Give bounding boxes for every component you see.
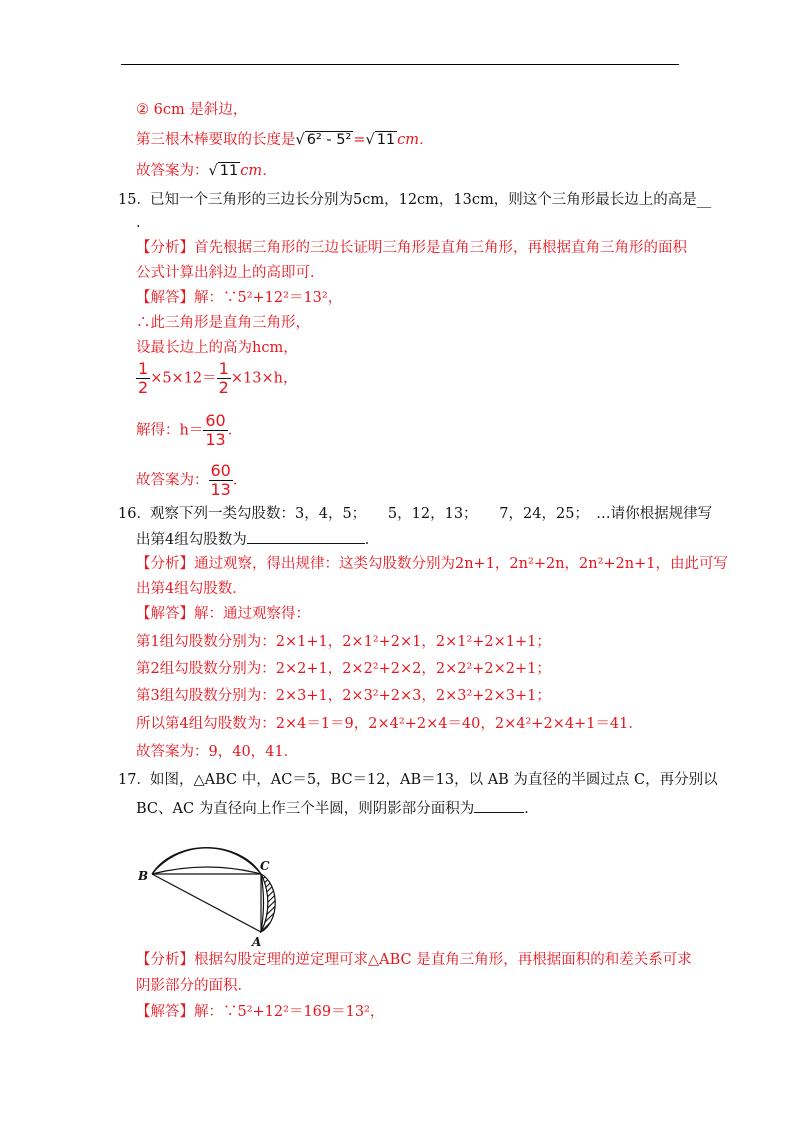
q17-number: 17． <box>118 772 151 788</box>
q14-third-side <box>136 130 434 150</box>
q16-solution-3: 第3组勾股数分别为：2×3+1，2×3²+2×3，2×3²+2×3+1； <box>136 688 551 704</box>
q14-sqrt-expr: 6² - 5² <box>306 132 352 148</box>
q17-question-2 <box>136 798 539 819</box>
q14-sqrt-result: 11 <box>376 132 396 148</box>
q14-unit: cm． <box>397 132 434 148</box>
q14-eq: = <box>353 132 366 148</box>
sqrt-icon: √ <box>295 132 305 148</box>
q15-analysis-2: 公式计算出斜边上的高即可． <box>136 265 325 281</box>
q15-analysis-1: 【分析】首先根据三角形的三边长证明三角形是直角三角形，再根据直角三角形的面积 <box>136 240 687 256</box>
q15-solve-end: ． <box>227 422 243 439</box>
arc-ab <box>152 867 261 874</box>
answer-blank <box>247 529 365 544</box>
q15-number: 15． <box>118 192 151 208</box>
q14-answer-prefix: 故答案为： <box>136 163 209 179</box>
q16-answer: 故答案为：9，40，41． <box>136 744 299 760</box>
q17-solution-1: 【解答】解：∵5²+12²＝169＝13²， <box>136 1004 385 1020</box>
q14-answer-sqrt: 11 <box>219 163 239 179</box>
q16-solution-1: 第1组勾股数分别为：2×1+1，2×1²+2×1，2×1²+2×1+1； <box>136 634 551 650</box>
sqrt-icon: √ <box>208 163 218 179</box>
q15-eq-left: ×5×12＝ <box>150 370 217 387</box>
q15-answer <box>136 462 247 499</box>
fraction-half: $\frac{1}{2}$ <box>138 359 149 397</box>
q15-solution-2: ∴此三角形是直角三角形， <box>136 315 310 331</box>
q16-question-2-text: 出第4组勾股数为 <box>136 532 247 548</box>
q15-answer-end: ． <box>232 472 248 489</box>
label-c: C <box>260 859 270 873</box>
q17-question-2-text: BC、AC 为直径向上作三个半圆，则阴影部分面积为 <box>136 801 475 817</box>
q17-question-1: 如图，△ABC 中，AC＝5，BC＝12，AB＝13，以 AB 为直径的半圆过点 C，再分别以 <box>150 772 718 788</box>
q16-number: 16． <box>118 506 151 522</box>
q16-question-1: 观察下列一类勾股数：3，4，5； 5，12，13； 7，24，25； …请你根据规律写 <box>150 506 713 522</box>
q15-solution-1: 【解答】解：∵5²+12²＝13²， <box>136 290 343 306</box>
q14-answer-unit: cm． <box>240 163 277 179</box>
q16-question-2-end: ． <box>364 532 380 548</box>
q16-solution-0: 【解答】解：通过观察得： <box>136 606 310 622</box>
q16-analysis-1: 【分析】通过观察，得出规律：这类勾股数分别为2n+1，2n²+2n，2n²+2n+1，由此可写 <box>136 556 728 572</box>
q14-answer <box>136 161 277 181</box>
label-a: A <box>252 935 262 947</box>
q17-analysis-2: 阴影部分的面积． <box>136 978 252 994</box>
q16-solution-2: 第2组勾股数分别为：2×2+1，2×2²+2×2，2×2²+2×2+1； <box>136 661 551 677</box>
q15-area-equation <box>136 360 297 397</box>
segment-ab <box>152 874 261 932</box>
q15-question-end: ． <box>136 215 151 231</box>
q16-solution-4: 所以第4组勾股数为：2×4＝1＝9，2×4²+2×4＝40，2×4²+2×4+1＝41． <box>136 716 643 732</box>
q15-solution-3: 设最长边上的高为hcm， <box>136 340 298 356</box>
sqrt-icon: √ <box>365 132 375 148</box>
fraction-answer: $\frac{60}{13}$ <box>205 411 226 449</box>
q16-question-2 <box>136 529 379 550</box>
fraction-half: $\frac{1}{2}$ <box>218 359 229 397</box>
header-rule <box>121 64 679 65</box>
q15-eq-right: ×13×h， <box>230 370 298 387</box>
answer-blank <box>474 798 524 813</box>
q14-case2: ② 6cm 是斜边， <box>136 102 248 118</box>
q15-answer-prefix: 故答案为： <box>136 472 209 489</box>
label-b: B <box>138 869 149 883</box>
q16-analysis-2: 出第4组勾股数． <box>136 581 247 597</box>
q15-solve-prefix: 解得：h＝ <box>136 422 204 439</box>
semicircle-figure <box>138 822 308 947</box>
q17-question-2-end: ． <box>524 801 539 817</box>
q15-question: 已知一个三角形的三边长分别为5cm，12cm，13cm，则这个三角形最长边上的高是__ <box>150 192 712 208</box>
q17-analysis-1: 【分析】根据勾股定理的逆定理可求△ABC 是直角三角形，再根据面积的和差关系可求 <box>136 952 692 968</box>
fraction-answer: $\frac{60}{13}$ <box>210 461 231 499</box>
q15-solve <box>136 412 242 449</box>
q14-third-prefix: 第三根木棒要取的长度是 <box>136 132 296 148</box>
